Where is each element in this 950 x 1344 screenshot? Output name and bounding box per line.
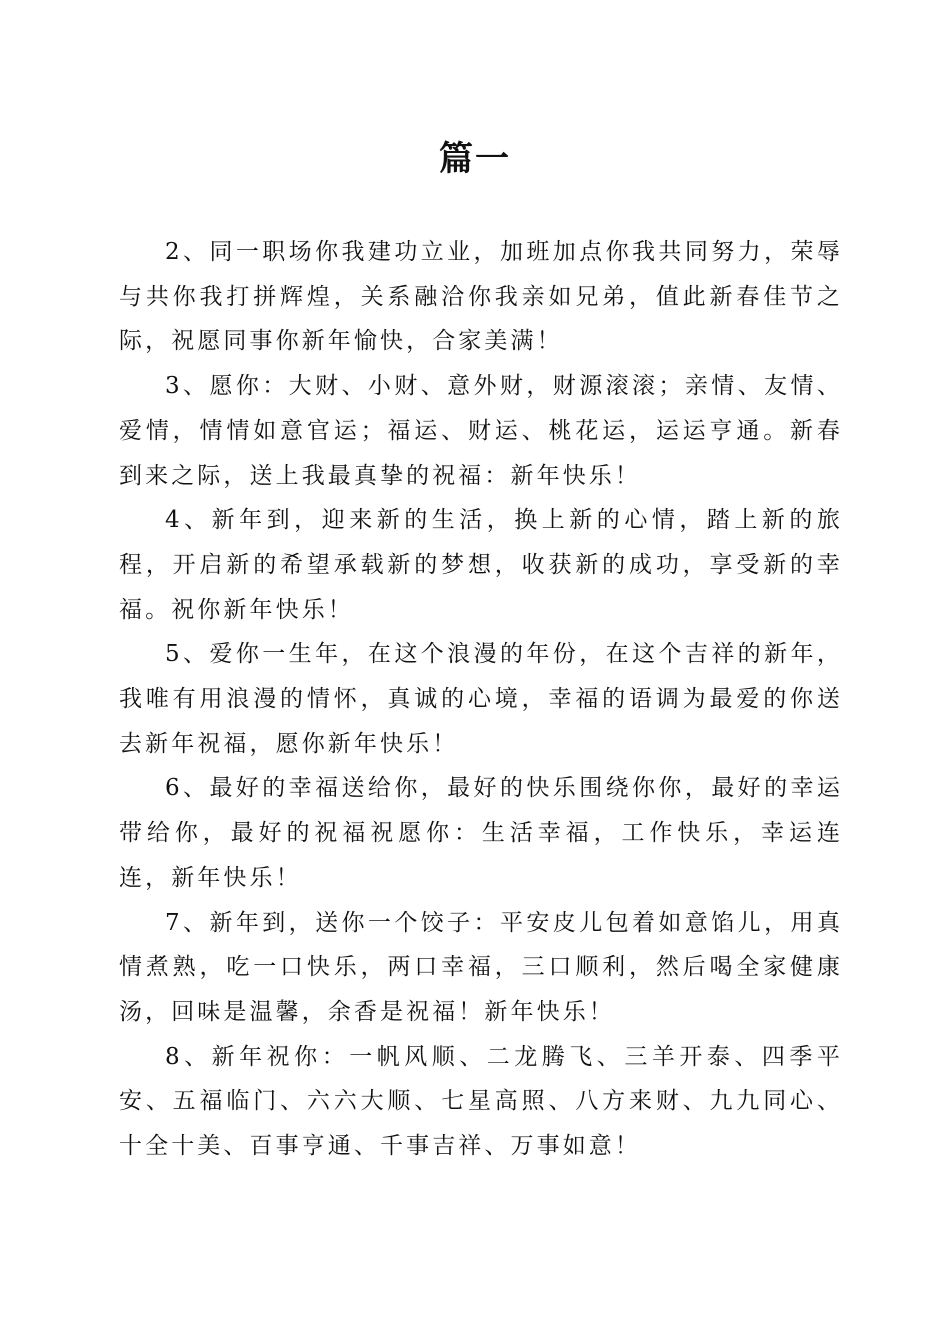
paragraph: 6、最好的幸福送给你，最好的快乐围绕你你，最好的幸运带给你，最好的祝福祝愿你：生活幸福，工作快乐，幸运连连，新年快乐！ xyxy=(119,775,843,891)
paragraph: 3、愿你：大财、小财、意外财，财源滚滚；亲情、友情、爱情，情情如意官运；福运、财运、桃花运，运运亨通。新春到来之际，送上我最真挚的祝福：新年快乐！ xyxy=(119,373,843,489)
paragraph: 7、新年到，送你一个饺子：平安皮儿包着如意馅儿，用真情煮熟，吃一口快乐，两口幸福，三口顺利，然后喝全家健康汤，回味是温馨，余香是祝福！新年快乐！ xyxy=(119,909,843,1025)
paragraph: 5、爱你一生年，在这个浪漫的年份，在这个吉祥的新年，我唯有用浪漫的情怀，真诚的心境，幸福的语调为最爱的你送去新年祝福，愿你新年快乐！ xyxy=(119,641,843,757)
paragraph: 2、同一职场你我建功立业，加班加点你我共同努力，荣辱与共你我打拼辉煌，关系融洽你我亲如兄弟，值此新春佳节之际，祝愿同事你新年愉快，合家美满！ xyxy=(119,239,843,355)
document-body xyxy=(119,230,843,1169)
paragraph: 8、新年祝你：一帆风顺、二龙腾飞、三羊开泰、四季平安、五福临门、六六大顺、七星高照、八方来财、九九同心、十全十美、百事亨通、千事吉祥、万事如意！ xyxy=(119,1043,843,1160)
paragraph: 4、新年到，迎来新的生活，换上新的心情，踏上新的旅程，开启新的希望承载新的梦想，收获新的成功，享受新的幸福。祝你新年快乐！ xyxy=(119,507,843,623)
page-title: 篇一 xyxy=(439,139,511,179)
